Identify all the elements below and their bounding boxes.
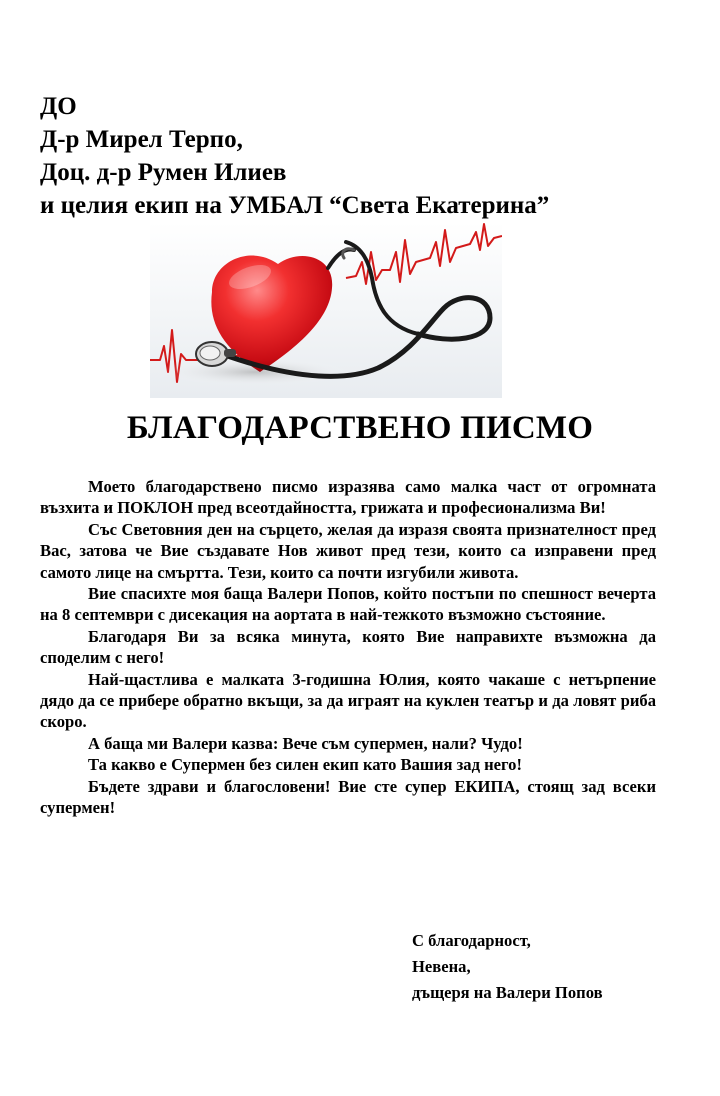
body-paragraph: Със Световния ден на сърцето, желая да изразя своята признателност пред Вас, затова че Вие създавате Нов живот пред тези, които са изправени пред самото лице на смъртта. Тези, които са почти изгубили живота.: [40, 519, 656, 582]
body-paragraph: Та какво е Супермен без силен екип като Вашия зад него!: [88, 755, 522, 775]
addressee-block: [40, 90, 549, 222]
addressee-line: Доц. д-р Румен Илиев: [40, 159, 287, 186]
illustration-svg: [150, 222, 502, 398]
addressee-line: и целия екип на УМБАЛ “Света Екатерина”: [40, 192, 550, 219]
signature-line: дъщеря на Валери Попов: [412, 983, 603, 1002]
body-paragraph: А баща ми Валери казва: Вече съм супермен, нали? Чудо!: [88, 733, 523, 753]
body-paragraph: Вие спасихте моя баща Валери Попов, който постъпи по спешност вечерта на 8 септември с дисекация на аортата в най-тежкото възможно състояние.: [40, 584, 656, 625]
signature-line: С благодарност,: [412, 931, 531, 950]
letter-body: [40, 476, 656, 819]
signature-line: Невена,: [412, 957, 471, 976]
heart-stethoscope-illustration: [150, 222, 502, 398]
addressee-line: ДО: [40, 93, 77, 120]
letter-title: БЛАГОДАРСТВЕНО ПИСМО: [126, 410, 594, 446]
addressee-line: Д-р Мирел Терпо,: [40, 126, 243, 153]
body-paragraph: Бъдете здрави и благословени! Вие сте супер ЕКИПА, стоящ зад всеки супермен!: [40, 776, 656, 818]
body-paragraph: Моето благодарствено писмо изразява само малка част от огромната възхита и ПОКЛОН пред всеотдайността, грижата и професионализма Ви!: [40, 477, 656, 518]
body-paragraph: Благодаря Ви за всяка минута, която Вие направихте възможна да споделим с него!: [40, 626, 656, 668]
body-paragraph: Най-щастлива е малката 3-годишна Юлия, която чакаше с нетърпение дядо да се прибере обратно вкъщи, за да играят на куклен театър и да ловят риба скоро.: [40, 669, 656, 732]
signature-block: [412, 928, 603, 1006]
